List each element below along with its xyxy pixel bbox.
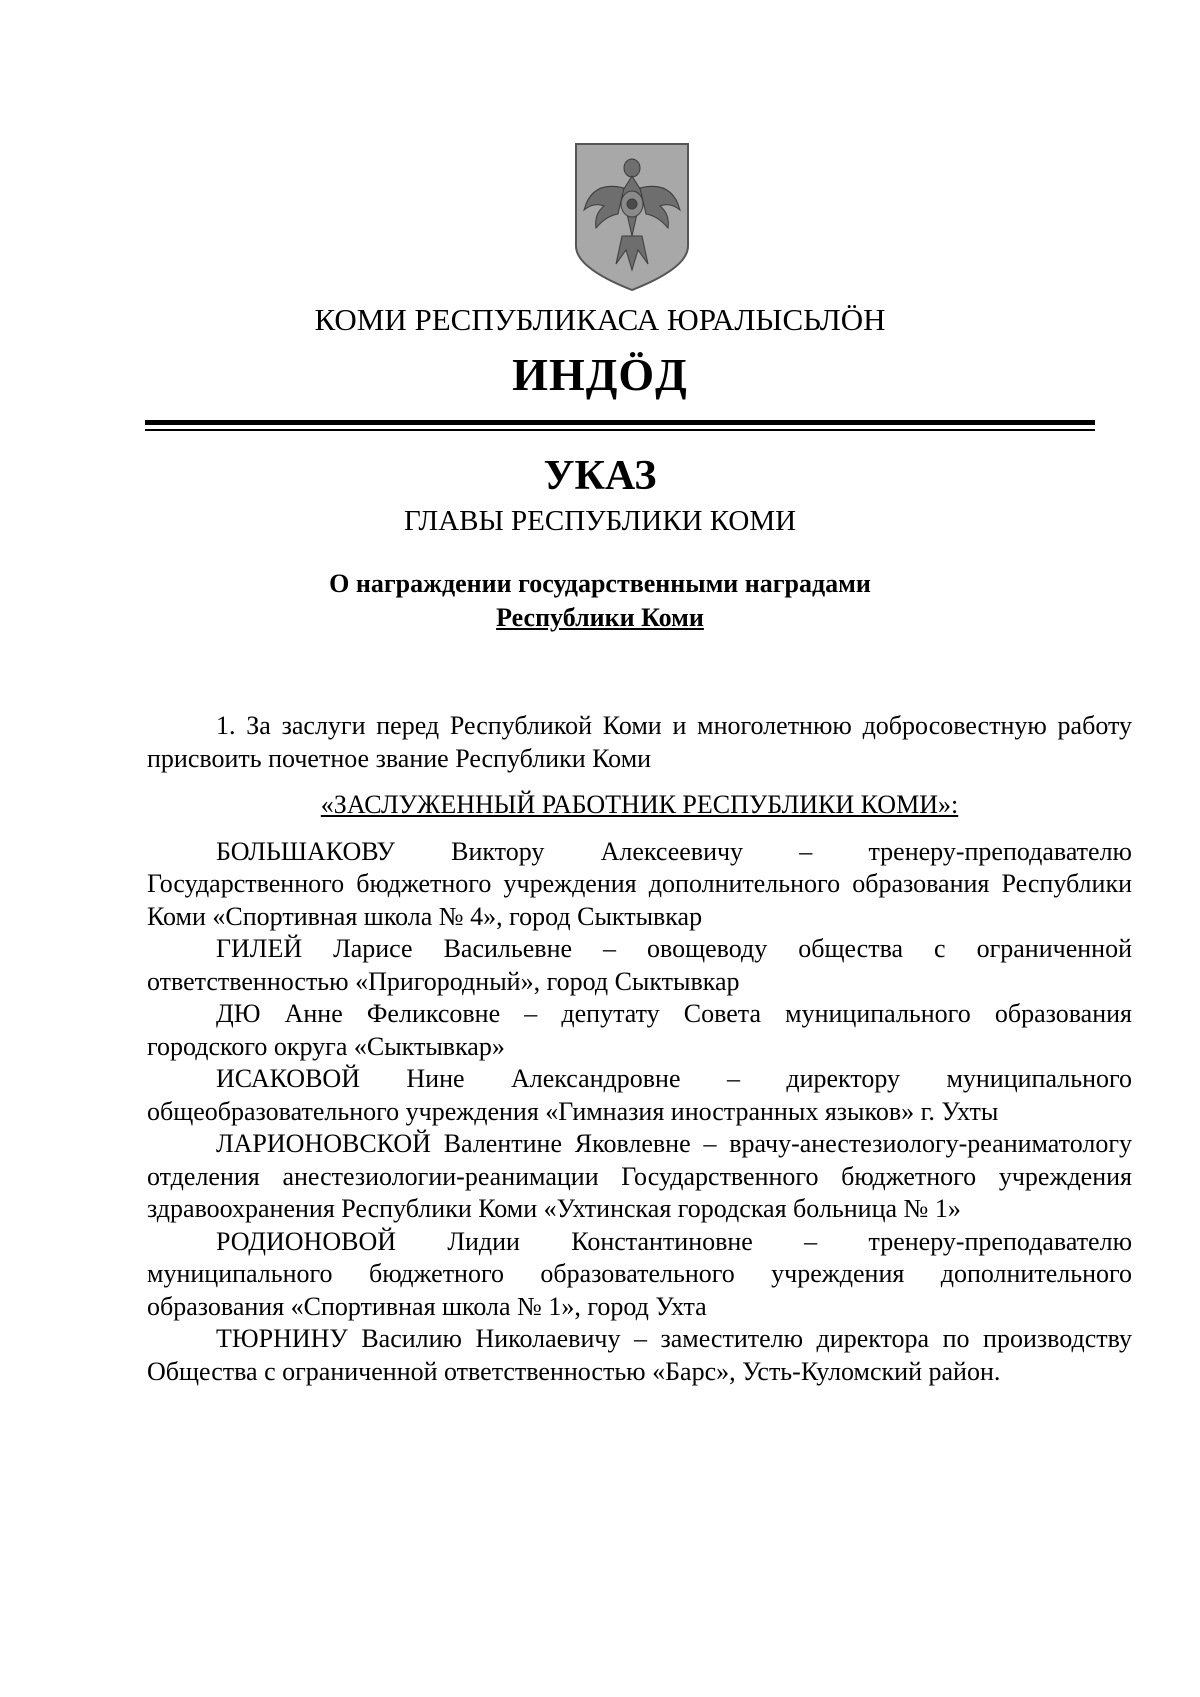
award-title: «ЗАСЛУЖЕННЫЙ РАБОТНИК РЕСПУБЛИКИ КОМИ»: [320,790,959,819]
decree-authority: ГЛАВЫ РЕСПУБЛИКИ КОМИ [403,505,797,537]
decree-subject [0,567,1200,635]
recipient-item: БОЛЬШАКОВУ Виктору Алексеевичу – тренеру-преподавателю Государственного бюджетного учреждения дополнительного образования Республики Коми «Спортивная школа № 4», город Сыктывкар [147,836,1132,931]
coat-of-arms-icon [572,140,692,292]
subject-line-1: О награждении государственными наградами [329,569,871,598]
recipient-item: ЛАРИОНОВСКОЙ Валентине Яковлевне – врачу-анестезиологу-реаниматологу отделения анестезиологии-реанимации Государственного бюджетного учреждения здравоохранения Республики Коми «Ухтинская городская больница № 1» [147,1129,1132,1223]
subject-line-2: Республики Коми [496,603,704,632]
recipient-item: ИСАКОВОЙ Нине Александровне – директору муниципального общеобразовательного учреждения «Гимназия иностранных языков» г. Ухты [147,1064,1132,1126]
recipient-item: РОДИОНОВОЙ Лидии Константиновне – тренеру-преподавателю муниципального бюджетного образовательного учреждения дополнительного образования «Спортивная школа № 1», город Ухта [147,1226,1132,1321]
intro-paragraph: 1. За заслуги перед Республикой Коми и многолетнюю добросовестную работу присвоить почетное звание Республики Коми [147,711,1132,773]
header-indod: ИНДÖД [512,349,688,400]
recipient-item: ТЮРНИНУ Василию Николаевичу – заместителю директора по производству Общества с ограниченной ответственностью «Барс», Усть-Куломский район. [147,1324,1132,1386]
recipient-item: ДЮ Анне Феликсовне – депутату Совета муниципального образования городского округа «Сыктывкар» [147,999,1132,1061]
header-divider-thick [145,420,1095,425]
header-divider-thin [145,429,1095,431]
recipient-item: ГИЛЕЙ Ларисе Васильевне – овощеводу общества с ограниченной ответственностью «Пригородный», город Сыктывкар [147,934,1132,996]
decree-body [147,710,1132,1388]
decree-title: УКАЗ [543,453,657,499]
header-komi-line: КОМИ РЕСПУБЛИКАСА ЮРАЛЫСЬЛÖН [314,302,886,337]
